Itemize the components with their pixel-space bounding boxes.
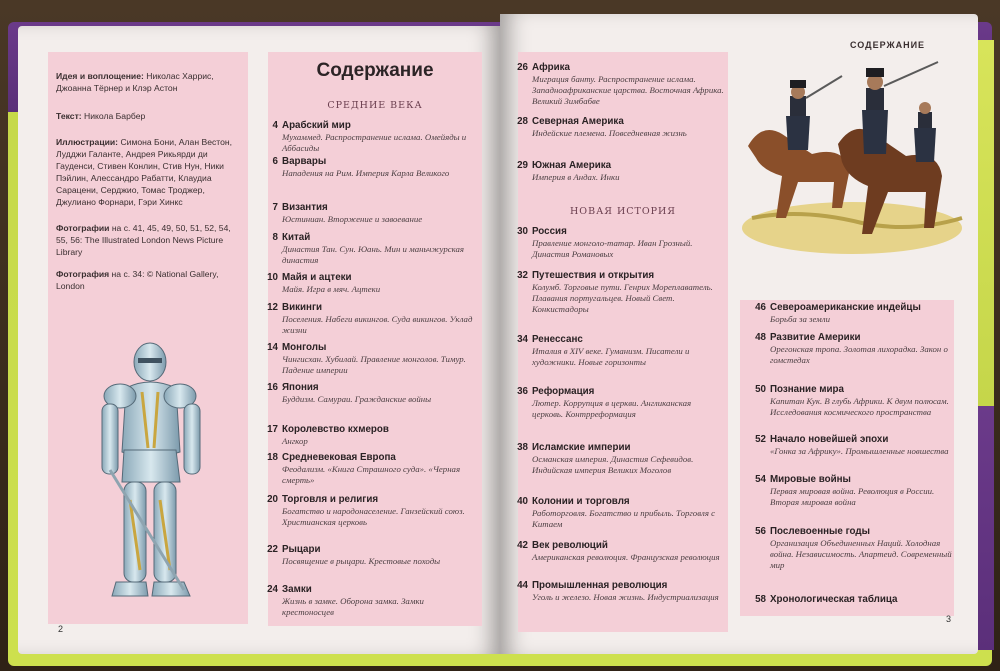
toc-page-number: 18 <box>267 452 278 463</box>
credits-photo2-value: на с. 34: © National Gallery, London <box>56 269 219 291</box>
toc-page-number: 29 <box>517 160 528 171</box>
toc-page-number: 12 <box>267 302 278 313</box>
credits-idea <box>56 70 244 94</box>
toc-page-number: 42 <box>517 540 528 551</box>
toc-entry-subtitle: Жизнь в замке. Оборона замка. Замки крестоносцев <box>282 596 424 617</box>
toc-entry-title: Замки <box>282 584 312 595</box>
toc-entry-title: Россия <box>532 226 567 237</box>
toc-entry-subtitle: Юстиниан. Вторжение и завоевание <box>282 214 423 224</box>
toc-entry-subtitle: Поселения. Набеги викингов. Суда викингов. Уклад жизни <box>282 314 473 335</box>
toc-entry-subtitle: Миграция банту. Распространение ислама. Западноафриканские царства. Восточная Африка. Великий Зимбабве <box>532 74 724 106</box>
toc-entry-title: Южная Америка <box>532 160 612 171</box>
toc-entry-subtitle: Организация Объединенных Наций. Холодная война. Независимость. Апартеид. Современный мир <box>770 538 952 570</box>
toc-entry-subtitle: Первая мировая война. Революция в России. Вторая мировая война <box>770 486 935 507</box>
credits-text-value: Никола Барбер <box>84 111 146 121</box>
page-number-right: 3 <box>946 614 952 624</box>
toc-page-number: 56 <box>755 526 766 537</box>
toc-entry-subtitle: Династия Тан. Сун. Юань. Мин и маньчжурская династия <box>282 244 465 265</box>
toc-entry-subtitle: Нападения на Рим. Империя Карла Великого <box>282 168 450 178</box>
toc-entry-subtitle: Богатство и народонаселение. Ганзейский союз. Христианская церковь <box>282 506 465 527</box>
toc-page-number: 4 <box>272 120 278 131</box>
toc-entry-title: Викинги <box>282 302 323 313</box>
toc-page-number: 32 <box>517 270 528 281</box>
credits-text-label: Текст: <box>56 111 82 121</box>
toc-entry-title: Торговля и религия <box>282 494 379 505</box>
toc-entry-title: Арабский мир <box>282 120 351 131</box>
toc-page-number: 44 <box>517 580 528 591</box>
toc-entry-title: Майя и ацтеки <box>282 272 352 283</box>
toc-entry-subtitle: Мухаммед. Распространение ислама. Омейяды и Аббасиды <box>282 132 467 153</box>
toc-entry-subtitle: Ангкор <box>282 436 308 446</box>
toc-page-number: 10 <box>267 272 278 283</box>
toc-page-number: 24 <box>267 584 278 595</box>
toc-entry-subtitle: Италия в XIV веке. Гуманизм. Писатели и художники. Новые горизонты <box>532 346 690 367</box>
credits-photo-value: на с. 41, 45, 49, 50, 51, 52, 54, 55, 56: The Illustrated London News Picture Library <box>56 223 231 257</box>
toc-entry-title: Век революций <box>532 540 608 551</box>
toc-entry-subtitle: Лютер. Коррупция в церкви. Англиканская церковь. Контрреформация <box>532 398 692 419</box>
toc-entry-subtitle: Борьба за земли <box>770 314 831 324</box>
toc-entry-subtitle: Правление монголо-татар. Иван Грозный. Династия Романовых <box>532 238 693 259</box>
toc-entry-subtitle: Майя. Игра в мяч. Ацтеки <box>282 284 381 294</box>
page-header: СОДЕРЖАНИЕ <box>850 40 926 50</box>
toc-entry-title: Варвары <box>282 156 327 167</box>
toc-entry-subtitle: Орегонская тропа. Золотая лихорадка. Закон о гомстедах <box>770 344 948 365</box>
toc-entry-title: Послевоенные годы <box>770 526 870 537</box>
toc-entry-title: Китай <box>282 232 311 243</box>
toc-entry-title: Реформация <box>532 386 595 397</box>
toc-page-number: 46 <box>755 302 766 313</box>
toc-entry-subtitle: Индейские племена. Повседневная жизнь <box>532 128 687 138</box>
toc-page-number: 52 <box>755 434 766 445</box>
toc-entry-title: Начало новейшей эпохи <box>770 434 889 445</box>
toc-entry-subtitle: Колумб. Торговые пути. Генрих Мореплаватель. Плавания португальцев. Новый Свет. Конкистадоры <box>532 282 713 314</box>
toc-entry-title: Путешествия и открытия <box>532 270 655 281</box>
credits-photos <box>56 222 244 258</box>
credits-illus-label: Иллюстрации: <box>56 137 119 147</box>
credits-photo2 <box>56 268 244 292</box>
toc-entry-subtitle: Империя в Андах. Инки <box>532 172 620 182</box>
credits-text <box>56 110 244 122</box>
toc-entry-title: Византия <box>282 202 328 213</box>
toc-entry-title: Познание мира <box>770 384 844 395</box>
toc-entry-title: Североамериканские индейцы <box>770 302 921 313</box>
toc-page-number: 34 <box>517 334 528 345</box>
toc-page-number: 38 <box>517 442 528 453</box>
toc-entry-subtitle: Османская империя. Династия Сефевидов. Индийская империя Великих Моголов <box>532 454 694 475</box>
credits-idea-value: Николас Харрис, Джоанна Тёрнер и Клэр Астон <box>56 71 214 93</box>
toc-page-number: 17 <box>267 424 278 435</box>
toc-entry-title: Северная Америка <box>532 116 624 127</box>
toc-entry-subtitle: Посвящение в рыцари. Крестовые походы <box>282 556 441 566</box>
toc-entry-title: Мировые войны <box>770 474 851 485</box>
toc-page-number: 50 <box>755 384 766 395</box>
toc-title: Содержание <box>316 60 434 81</box>
toc-page-number: 28 <box>517 116 528 127</box>
toc-entry-title: Рыцари <box>282 544 321 555</box>
credits-illustrations <box>56 136 244 208</box>
toc-entry-title: Королевство кхмеров <box>282 424 389 435</box>
toc-page-number: 7 <box>272 202 278 213</box>
toc-page-number: 26 <box>517 62 528 73</box>
toc-entry-title: Средневековая Европа <box>282 452 396 463</box>
toc-entry-subtitle: Капитан Кук. В глубь Африки. К двум полюсам. Исследования космического пространства <box>770 396 949 417</box>
credits-photo-label: Фотографии <box>56 223 110 233</box>
toc-entry-title: Африка <box>532 62 571 73</box>
toc-page-number: 20 <box>267 494 278 505</box>
toc-page-number: 8 <box>272 232 278 243</box>
toc-page-number: 14 <box>267 342 278 353</box>
knight-in-armor-icon <box>88 340 228 620</box>
credits-illus-value: Симона Бони, Алан Вестон, Лудджи Галанте, Андрея Рикьярди ди Гауденси, Стивен Конлин, Стив Нун, Ники Пэйлин, Алессандро Рабатти, Клаудиа Сарацени, Серджио, Томас Троджер, Джулиано Форнари, Гэри Хинкс <box>56 137 233 207</box>
toc-entry-title: Монголы <box>282 342 327 353</box>
section-new-history: НОВАЯ ИСТОРИЯ <box>570 206 676 217</box>
toc-entry-title: Колонии и торговля <box>532 496 630 507</box>
toc-page-number: 48 <box>755 332 766 343</box>
toc-entry-title: Развитие Америки <box>770 332 861 343</box>
credits-photo2-label: Фотография <box>56 269 110 279</box>
toc-entry-subtitle: Буддизм. Самураи. Гражданские войны <box>282 394 432 404</box>
toc-entry-title: Промышленная революция <box>532 580 668 591</box>
toc-page-number: 30 <box>517 226 528 237</box>
toc-entry-title: Ренессанс <box>532 334 583 345</box>
section-middle-ages: СРЕДНИЕ ВЕКА <box>327 100 423 111</box>
toc-page-number: 22 <box>267 544 278 555</box>
toc-entry-subtitle: Работорговля. Богатство и прибыль. Торговля с Китаем <box>532 508 716 529</box>
toc-page-number: 54 <box>755 474 766 485</box>
toc-page-number: 36 <box>517 386 528 397</box>
toc-entry-subtitle: Американская революция. Французская революция <box>532 552 720 562</box>
toc-entry-subtitle: Чингисхан. Хубилай. Правление монголов. Тимур. Падение империи <box>282 354 466 375</box>
toc-entry-subtitle: «Гонка за Африку». Промышленные новшества <box>770 446 949 456</box>
page-number-left: 2 <box>58 624 64 634</box>
toc-entry-subtitle: Уголь и железо. Новая жизнь. Индустриализация <box>532 592 719 602</box>
credits-idea-label: Идея и воплощение: <box>56 71 144 81</box>
horse-riders-icon <box>742 58 964 258</box>
toc-entry-subtitle: Феодализм. «Книга Страшного суда». «Черная смерть» <box>282 464 461 485</box>
toc-page-number: 58 <box>755 594 766 605</box>
toc-entry-title: Хронологическая таблица <box>770 594 898 605</box>
toc-page-number: 40 <box>517 496 528 507</box>
toc-page-number: 6 <box>272 156 278 167</box>
toc-entry-title: Япония <box>282 382 319 393</box>
toc-page-number: 16 <box>267 382 278 393</box>
toc-entry-title: Исламские империи <box>532 442 631 453</box>
